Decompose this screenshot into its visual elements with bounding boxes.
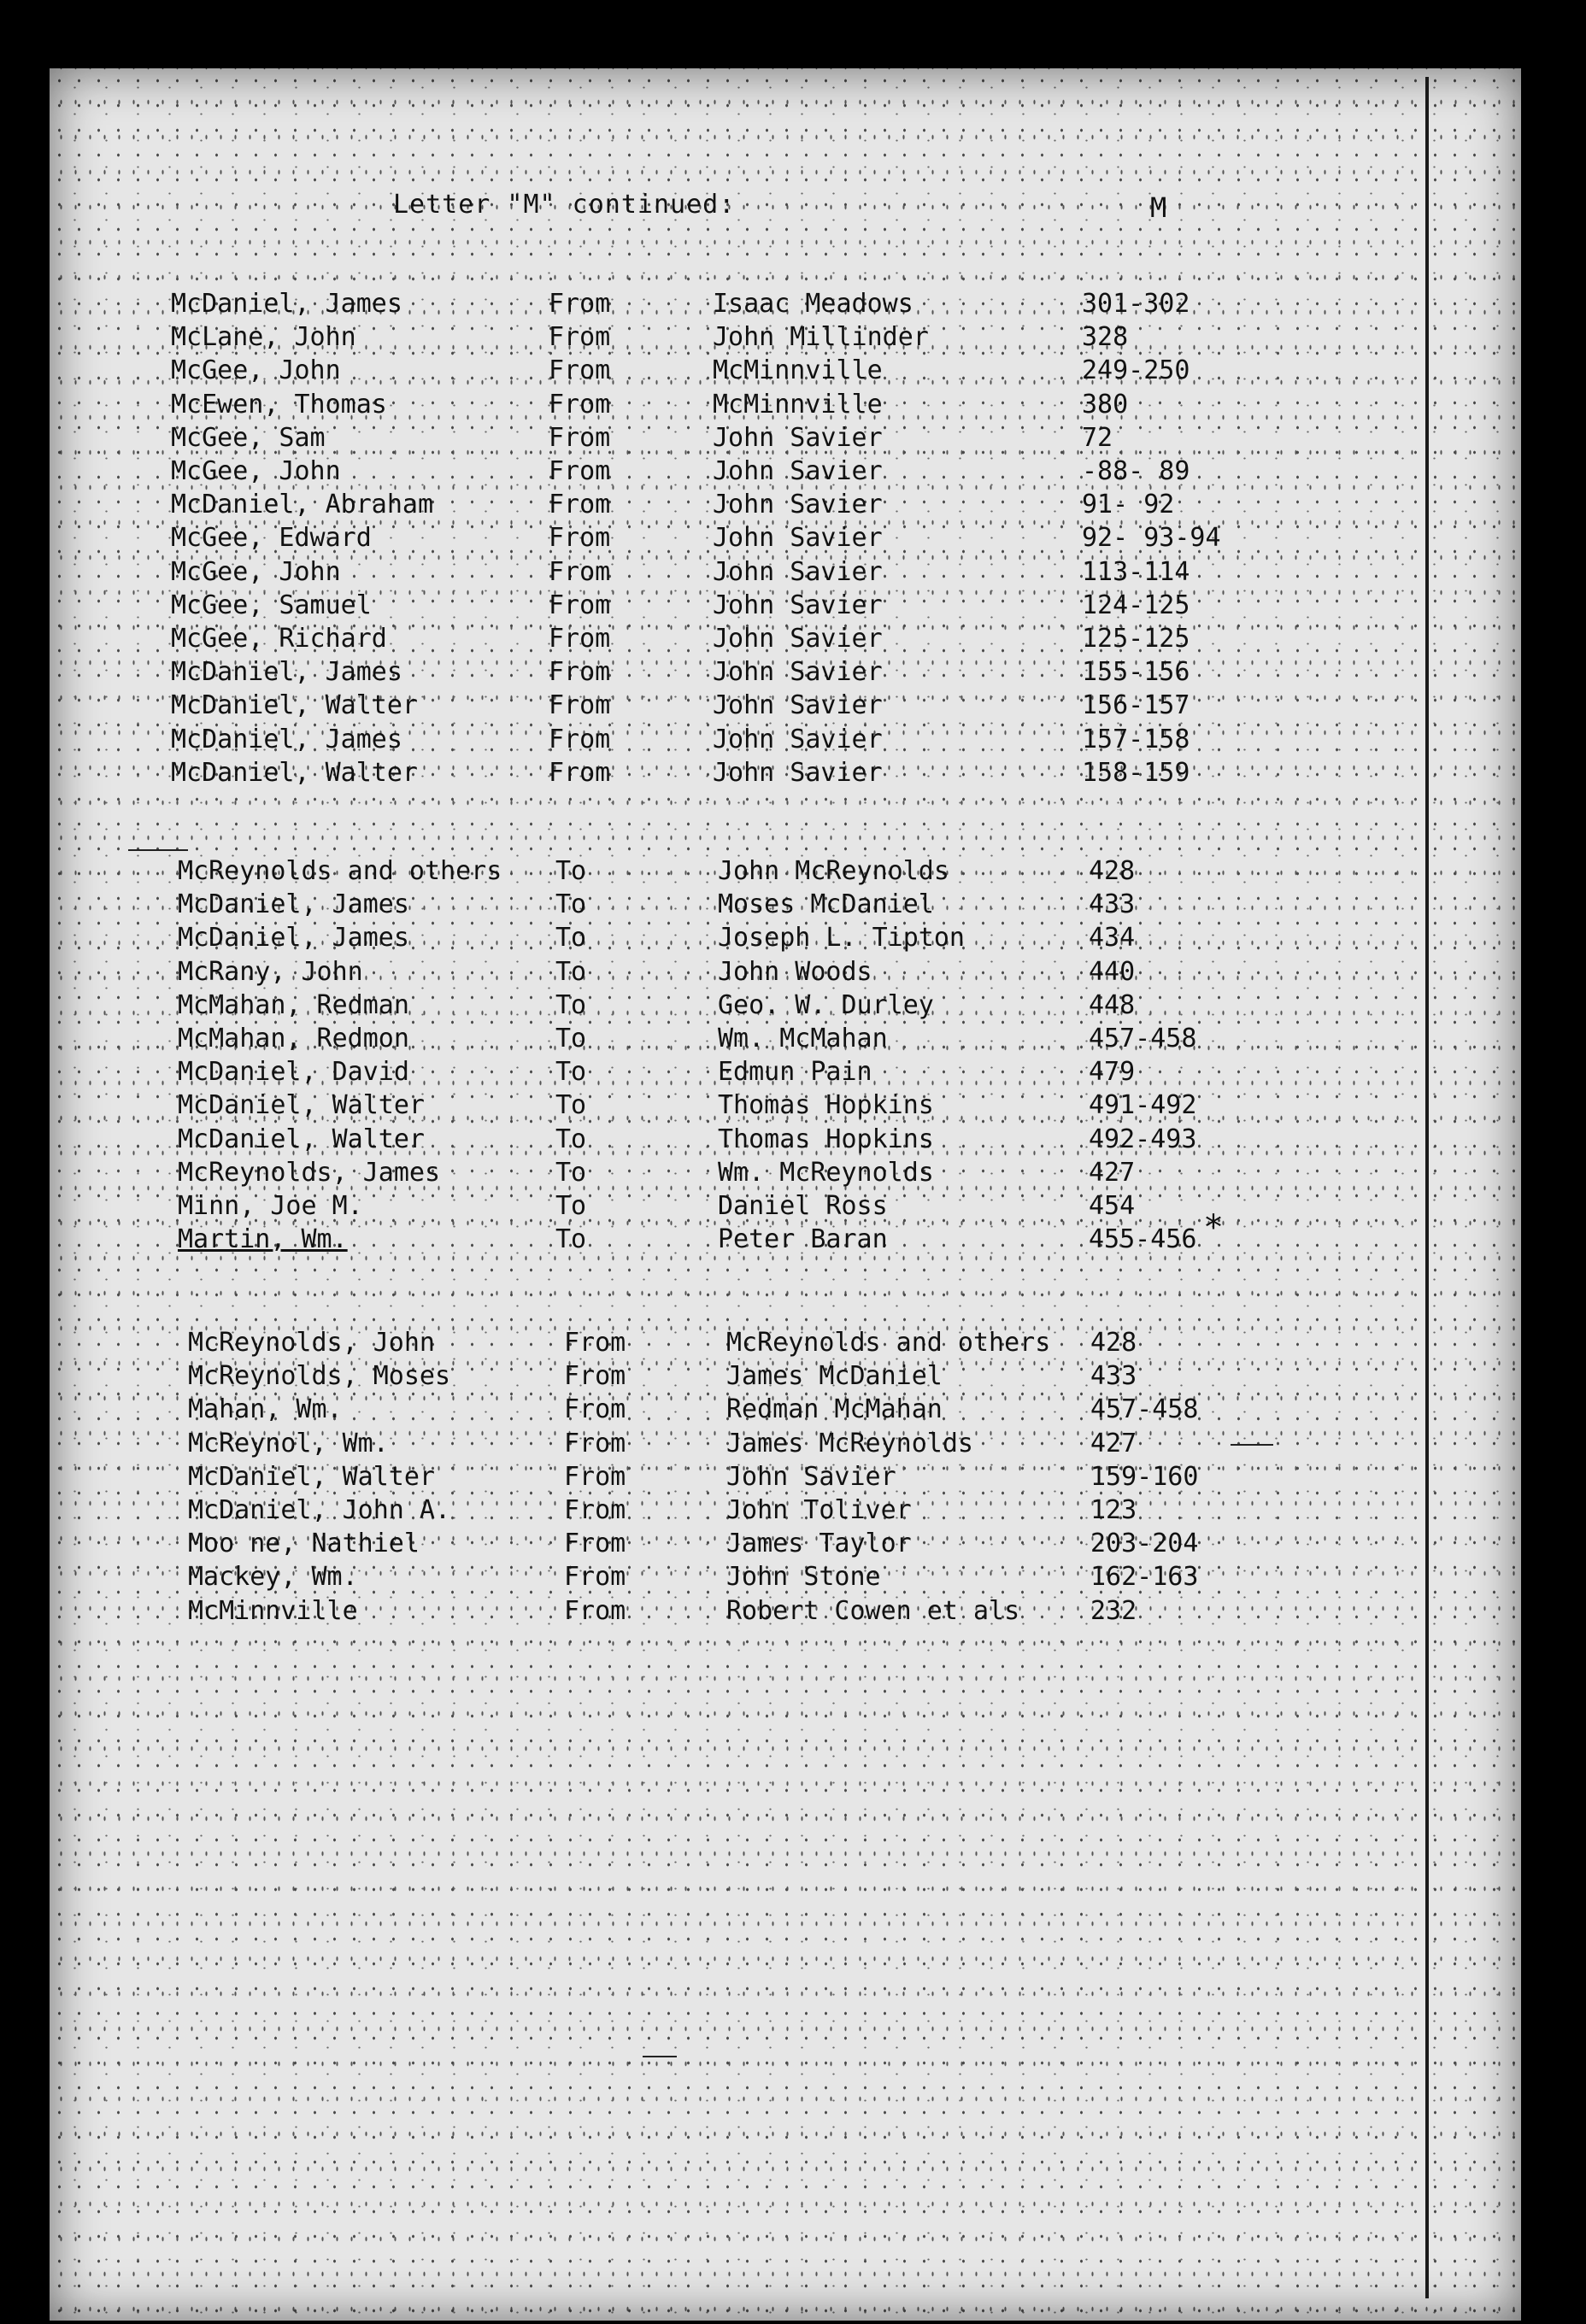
entry-party: John Savier [713,523,883,554]
entry-direction: To [555,1024,587,1053]
entry-name: McDaniel, James [178,923,409,954]
entry-direction: To [555,1090,587,1121]
entry-pages: 427 [1090,1428,1137,1458]
entry-party: Thomas Hopkins [718,1090,934,1121]
entry-direction: To [555,956,587,987]
entry-name: Minn, Joe M. [178,1191,363,1221]
index-entry-row [0,1427,1586,1461]
entry-direction: From [549,322,611,353]
entry-name: McDaniel, James [171,289,402,319]
entry-pages: 433 [1090,1361,1137,1392]
index-entry-row [0,1123,1586,1157]
index-entry-row [0,655,1586,690]
index-entry-row [0,589,1586,623]
entry-direction: From [549,389,611,420]
entry-party: John Savier [713,624,883,654]
entry-direction: To [555,1191,587,1221]
entry-pages: 428 [1090,1328,1137,1358]
entry-direction: To [555,989,587,1020]
entry-pages: 91- 92 [1082,490,1175,520]
entry-name: McDaniel, James [178,889,409,920]
entry-party: Peter Baran [718,1224,888,1255]
stray-mark [643,2056,677,2057]
entry-name: McEwen, Thomas [171,389,387,420]
entry-pages: 113-114 [1082,556,1190,587]
entry-pages: -88- 89 [1082,456,1190,486]
entry-direction: From [564,1461,626,1492]
entry-name: McDaniel, Walter [178,1124,425,1154]
entry-direction: From [564,1328,626,1358]
index-entry-row [0,488,1586,522]
entry-pages: 72 [1082,422,1113,453]
entry-party: Wm. McReynolds [718,1157,934,1188]
entry-pages: 434 [1089,923,1136,954]
entry-name: McDaniel, James [171,657,402,688]
entry-party: Geo. W. Durley [718,989,934,1020]
entry-pages: 440 [1089,956,1136,987]
index-entry-row [0,1594,1586,1629]
entry-name: McReynolds, Moses [188,1361,451,1392]
index-entry-row [0,388,1586,422]
entry-pages: 92- 93-94 [1082,523,1221,554]
entry-name: McGee, Sam [171,422,326,453]
entry-direction: From [564,1529,626,1559]
entry-party: John Savier [713,456,883,486]
entry-direction: From [564,1595,626,1626]
entry-name: McReynolds, James [178,1157,441,1188]
entry-pages: 457-458 [1089,1024,1197,1053]
entry-party: John Millinder [713,322,929,353]
entry-name: McGee, John [171,355,341,386]
stray-mark [128,849,188,851]
entry-party: Redman McMahan [726,1394,943,1425]
index-entry-row [0,1022,1586,1056]
entry-direction: To [555,889,587,920]
index-entry-row [0,1223,1586,1257]
entry-name: McGee, John [171,456,341,486]
index-entry-row [0,888,1586,922]
entry-party: Isaac Meadows [713,289,913,319]
entry-name: McMahan, Redmon [178,1024,409,1053]
entry-pages: 301-302 [1082,289,1190,319]
index-entry-row [0,989,1586,1023]
entry-party: John Savier [713,490,883,520]
entry-direction: From [549,724,611,754]
entry-direction: From [549,757,611,788]
asterisk-mark: * [1205,1208,1222,1247]
index-entry-row [0,955,1586,989]
entry-name: McDaniel, James [171,724,402,754]
entry-pages: 156-157 [1082,690,1190,721]
entry-direction: From [549,456,611,486]
entry-party: John McReynolds [718,856,949,886]
entry-name: McDaniel, Walter [188,1461,435,1492]
entry-party: John Savier [713,556,883,587]
entry-party: Edmun Pain [718,1057,872,1088]
entry-pages: 123 [1090,1495,1137,1525]
entry-direction: From [549,624,611,654]
entry-direction: From [549,422,611,453]
entry-name: McRany, John [178,956,363,987]
index-entry-row [0,1156,1586,1190]
entry-party: Thomas Hopkins [718,1124,934,1154]
index-entry-row [0,1055,1586,1089]
entry-direction: To [555,856,587,886]
entry-name: McDaniel, David [178,1057,409,1088]
entry-pages: 125-125 [1082,624,1190,654]
entry-pages: 203-204 [1090,1529,1199,1559]
entry-party: Wm. McMahan [718,1024,888,1053]
index-entry-row [0,689,1586,723]
entry-party: John Savier [713,590,883,620]
entry-party: John Savier [713,422,883,453]
entry-name: McDaniel, Walter [178,1090,425,1121]
entry-pages: 232 [1090,1595,1137,1626]
entry-party: McMinnville [713,355,883,386]
entry-name: McMinnville [188,1595,358,1626]
entry-name: McDaniel, John A. [188,1495,451,1525]
index-entry-row [0,756,1586,790]
entry-direction: From [549,556,611,587]
entry-pages: 158-159 [1082,757,1190,788]
index-entry-row [0,1393,1586,1427]
index-entry-row [0,421,1586,455]
entry-party: James Taylor [726,1529,912,1559]
entry-direction: From [564,1495,626,1525]
index-entry-row [0,555,1586,590]
entry-pages: 157-158 [1082,724,1190,754]
entry-name: McLane, John [171,322,356,353]
entry-party: John Savier [713,757,883,788]
entry-pages: 457-458 [1090,1394,1199,1425]
index-entry-row [0,287,1586,321]
entry-party: Moses McDaniel [718,889,934,920]
entry-name: McGee, Edward [171,523,372,554]
entry-direction: From [564,1562,626,1593]
entry-name: McDaniel, Walter [171,757,418,788]
entry-party: James McReynolds [726,1428,973,1458]
entry-pages: 155-156 [1082,657,1190,688]
entry-party: Daniel Ross [718,1191,888,1221]
entry-pages: 159-160 [1090,1461,1199,1492]
entry-pages: 491-492 [1089,1090,1197,1121]
entry-party: Joseph L. Tipton [718,923,965,954]
index-entry-row [0,455,1586,489]
entry-pages: 249-250 [1082,355,1190,386]
index-entry-row [0,723,1586,757]
index-entry-row [0,1326,1586,1360]
entry-party: John Savier [713,690,883,721]
entry-party: John Toliver [726,1495,912,1525]
index-letter: M [1150,191,1167,224]
entry-direction: To [555,1124,587,1154]
entry-pages: 428 [1089,856,1136,886]
entry-direction: To [555,1224,587,1255]
entry-direction: To [555,923,587,954]
entry-party: John Stone [726,1562,881,1593]
entry-name: McDaniel, Abraham [171,490,434,520]
index-entry-row [0,1527,1586,1561]
entry-pages: 162-163 [1090,1562,1199,1593]
entry-direction: From [549,523,611,554]
index-entry-row [0,1460,1586,1494]
entry-party: John Woods [718,956,872,987]
index-entry-row [0,354,1586,388]
entry-pages: 380 [1082,389,1129,420]
entry-direction: To [555,1157,587,1188]
entry-direction: From [564,1428,626,1458]
entry-direction: From [549,490,611,520]
entry-name: Martin, Wm. [178,1224,348,1255]
entry-name: McGee, John [171,556,341,587]
entry-direction: From [549,355,611,386]
index-entry-row [0,1189,1586,1224]
entry-pages: 427 [1089,1157,1136,1188]
index-entry-row [0,1359,1586,1394]
entry-name: McReynol, Wm. [188,1428,389,1458]
entry-pages: 455-456 [1089,1224,1197,1255]
index-entry-row [0,1494,1586,1528]
entry-name: McDaniel, Walter [171,690,418,721]
entry-name: McReynolds, John [188,1328,435,1358]
entry-name: McMahan, Redman [178,989,409,1020]
index-entry-row [0,1560,1586,1594]
entry-party: James McDaniel [726,1361,943,1392]
entry-party: John Savier [726,1461,896,1492]
entry-direction: From [549,690,611,721]
entry-direction: From [549,590,611,620]
entry-name: Mahan, Wm. [188,1394,343,1425]
entry-direction: From [564,1361,626,1392]
entry-pages: 328 [1082,322,1129,353]
entry-party: Robert Cowen et als [726,1595,1020,1626]
entry-pages: 479 [1089,1057,1136,1088]
entry-name: Moo ne, Nathiel [188,1529,420,1559]
entry-party: John Savier [713,724,883,754]
index-entry-row [0,622,1586,656]
entry-direction: From [549,657,611,688]
entry-name: Mackey, Wm. [188,1562,358,1593]
entry-direction: From [549,289,611,319]
entry-pages: 448 [1089,989,1136,1020]
entry-name: McReynolds and others [178,856,502,886]
index-entry-row [0,921,1586,955]
stray-mark [1231,1444,1273,1446]
entry-direction: From [564,1394,626,1425]
entry-pages: 492-493 [1089,1124,1197,1154]
index-entry-row [0,521,1586,555]
entry-name: McGee, Samuel [171,590,372,620]
entry-party: McReynolds and others [726,1328,1051,1358]
index-entry-row [0,854,1586,889]
entry-name: McGee, Richard [171,624,387,654]
entry-pages: 454 [1089,1191,1136,1221]
entry-pages: 433 [1089,889,1136,920]
entry-direction: To [555,1057,587,1088]
index-entry-row [0,320,1586,355]
entry-party: John Savier [713,657,883,688]
entry-party: McMinnville [713,389,883,420]
index-entry-row [0,1089,1586,1123]
entry-pages: 124-125 [1082,590,1190,620]
page-heading: Letter "M" continued: [393,190,736,220]
